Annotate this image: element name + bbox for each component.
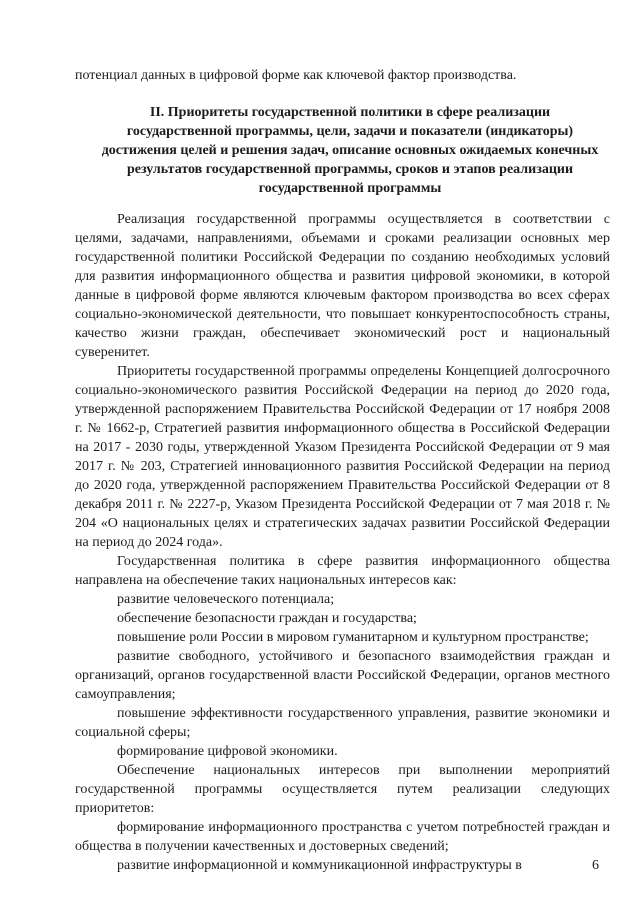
interests-list [75, 590, 610, 761]
intro-line: потенциал данных в цифровой форме как ключевой фактор производства. [75, 68, 517, 83]
priorities-list [75, 818, 610, 875]
list-item: развитие свободного, устойчивого и безопасного взаимодействия граждан и организаций, органов государственной власти Российской Федерации, органов местного самоуправления; [75, 649, 610, 702]
paragraph-priorities: Приоритеты государственной программы определены Концепцией долгосрочного социально-экономического развития Российской Федерации на период до 2020 года, утвержденной распоряжением Правительства Российской Федерации от 17 ноября 2008 г. № 1662-р, Стратегией развития информационного общества в Российской Федерации на 2017 - 2030 годы, утвержденной Указом Президента Российской Федерации от 9 мая 2017 г. № 203, Стратегией инновационного развития Российской Федерации на период до 2020 года, утвержденной распоряжением Правительства Российской Федерации от 8 декабря 2011 г. № 2227-р, Указом Президента Российской Федерации от 7 мая 2018 г. № 204 «О национальных целях и стратегических задачах развитии Российской Федерации на период до 2024 года». [75, 364, 610, 550]
paragraph-policy: Государственная политика в сфере развития информационного общества направлена на обеспечение таких национальных интересов как: [75, 554, 610, 588]
paragraph-implementation: Реализация государственной программы осуществляется в соответствии с целями, задачами, направлениями, объемами и сроками реализации основных мер государственной политики Российской Федерации по созданию необходимых условий для развития информационного общества и развития цифровой экономики, в которой данные в цифровой форме являются ключевым фактором производства во всех сферах социально-экономической деятельности, что повышает конкурентоспособность страны, качество жизни граждан, обеспечивает экономический рост и национальный суверенитет. [75, 212, 610, 360]
body-text [75, 210, 610, 875]
list-item: развитие человеческого потенциала; [117, 592, 335, 607]
list-item: формирование цифровой экономики. [117, 744, 338, 759]
section-heading: II. Приоритеты государственной политики в сфере реализации государственной программы, цели, задачи и показатели (индикаторы) достижения целей и решения задач, описание основных ожидаемых конечных результатов государственной программы, сроков и этапов реализации государственной программы [101, 105, 599, 196]
list-item: повышение эффективности государственного управления, развитие экономики и социальной сферы; [75, 706, 610, 740]
list-item: формирование информационного пространства с учетом потребностей граждан и общества в получении качественных и достоверных сведений; [75, 820, 610, 854]
list-item: обеспечение безопасности граждан и государства; [117, 611, 417, 626]
list-item: развитие информационной и коммуникационной инфраструктуры в [117, 858, 522, 873]
list-item: повышение роли России в мировом гуманитарном и культурном пространстве; [117, 630, 589, 645]
paragraph-priorities-intro: Обеспечение национальных интересов при выполнении мероприятий государственной программы осуществляется путем реализации следующих приоритетов: [75, 763, 610, 816]
page-number: 6 [592, 858, 599, 873]
